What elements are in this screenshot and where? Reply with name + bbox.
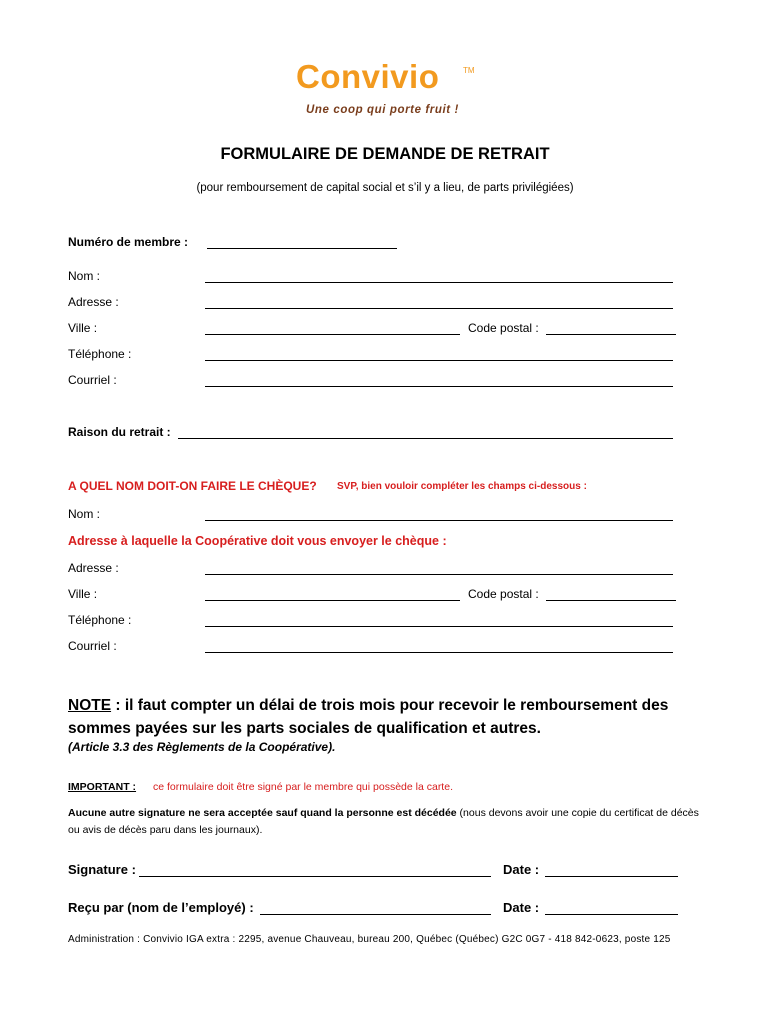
- cheque-email-field[interactable]: [205, 652, 673, 653]
- cheque-postal-code-label: Code postal :: [468, 587, 539, 601]
- withdrawal-reason-text: Raison du retrait :: [68, 425, 171, 439]
- address-label: Adresse :: [68, 295, 119, 309]
- footer-address: Administration : Convivio IGA extra : 2295, avenue Chauveau, bureau 200, Québec (Québec) G2C 0G7 - 418 842-0623, poste 125: [68, 934, 671, 945]
- email-field[interactable]: [205, 386, 673, 387]
- date-field[interactable]: [545, 876, 678, 877]
- signature-field[interactable]: [139, 876, 491, 877]
- cheque-city-label: Ville :: [68, 587, 98, 601]
- cheque-phone-label: Téléphone :: [68, 613, 132, 627]
- cheque-name-label: Nom :: [68, 507, 101, 521]
- received-by-label: Reçu par (nom de l’employé) :: [68, 900, 254, 915]
- date2-field[interactable]: [545, 914, 678, 915]
- city-label: Ville :: [68, 321, 98, 335]
- form-subtitle: (pour remboursement de capital social et s’il y a lieu, de parts privilégiées): [196, 182, 574, 194]
- article-reference: (Article 3.3 des Règlements de la Coopérative).: [68, 740, 336, 754]
- member-number-label: Numéro de membre :: [68, 235, 189, 249]
- cheque-address-label: Adresse :: [68, 561, 119, 575]
- cheque-name-field[interactable]: [205, 520, 673, 521]
- received-by-field[interactable]: [260, 914, 491, 915]
- postal-code-label: Code postal :: [468, 321, 539, 335]
- withdrawal-reason-field[interactable]: [178, 438, 673, 439]
- signature-rule-rest: (nous devons avoir une copie du certificat de décès ou avis de décès paru dans les journaux).: [68, 807, 699, 836]
- cheque-address-field[interactable]: [205, 574, 673, 575]
- date2-label: Date :: [503, 900, 540, 915]
- cheque-heading-note: SVP, bien vouloir compléter les champs ci-dessous :: [337, 481, 587, 492]
- signature-label: Signature :: [68, 862, 136, 877]
- cheque-heading: A QUEL NOM DOIT-ON FAIRE LE CHÈQUE?: [68, 479, 317, 493]
- name-field[interactable]: [205, 282, 673, 283]
- email-label: Courriel :: [68, 373, 117, 387]
- logo-wordmark: Convivio: [296, 58, 440, 95]
- date-label: Date :: [503, 862, 540, 877]
- signature-rule-bold: Aucune autre signature ne sera acceptée sauf quand la personne est décédée: [68, 807, 457, 819]
- name-label: Nom :: [68, 269, 101, 283]
- member-number-field[interactable]: [207, 248, 397, 249]
- city-field[interactable]: [205, 334, 460, 335]
- cheque-address-heading: Adresse à laquelle la Coopérative doit vous envoyer le chèque :: [68, 534, 447, 548]
- address-field[interactable]: [205, 308, 673, 309]
- cheque-phone-field[interactable]: [205, 626, 673, 627]
- signature-rule: [68, 805, 708, 839]
- form-title: FORMULAIRE DE DEMANDE DE RETRAIT: [220, 145, 550, 163]
- phone-field[interactable]: [205, 360, 673, 361]
- note-prefix: NOTE: [68, 697, 112, 714]
- logo-trademark: TM: [463, 66, 475, 75]
- logo-tagline: Une coop qui porte fruit !: [306, 104, 459, 116]
- postal-code-field[interactable]: [546, 334, 676, 335]
- important-text: ce formulaire doit être signé par le membre qui possède la carte.: [153, 781, 453, 793]
- delay-note: [68, 694, 708, 740]
- cheque-email-label: Courriel :: [68, 639, 117, 653]
- phone-label: Téléphone :: [68, 347, 132, 361]
- cheque-city-field[interactable]: [205, 600, 460, 601]
- withdrawal-reason-label: [68, 425, 171, 439]
- important-label: IMPORTANT :: [68, 781, 137, 793]
- cheque-postal-code-field[interactable]: [546, 600, 676, 601]
- note-text: : il faut compter un délai de trois mois pour recevoir le remboursement des sommes payées sur les parts sociales de qualification et autres.: [68, 697, 669, 737]
